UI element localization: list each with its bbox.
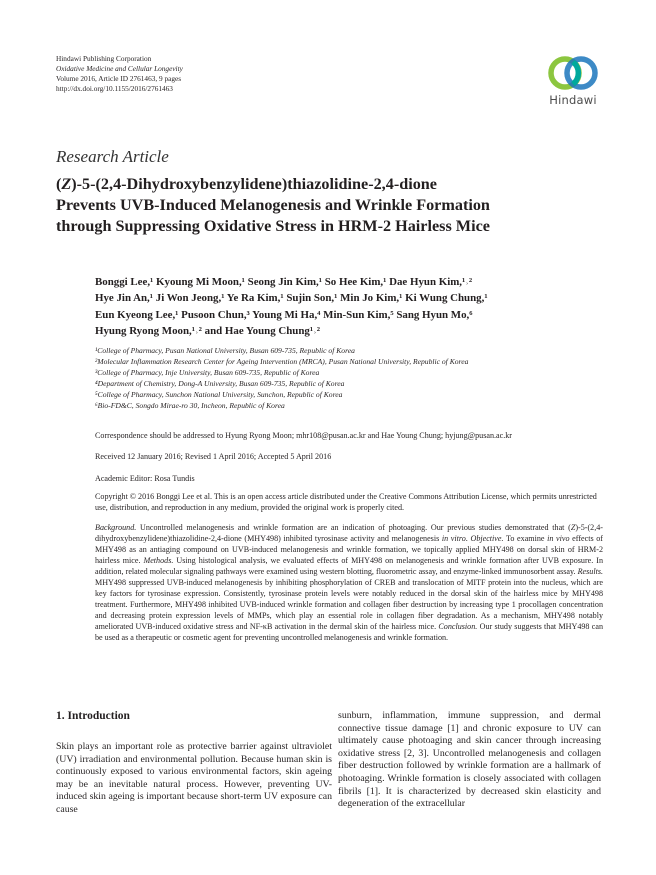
abstract-in-vitro: in vitro xyxy=(441,534,466,543)
abstract-background-label: Background. xyxy=(95,523,137,532)
title-line-1: (Z)-5-(2,4-Dihydroxybenzylidene)thiazolidine-2,4-dione xyxy=(56,175,437,193)
citation-link[interactable]: [2, 3] xyxy=(403,747,427,759)
body-column-right xyxy=(338,710,601,811)
abstract-methods-label: Methods. xyxy=(143,556,174,565)
abstract-in-vivo: in vivo xyxy=(547,534,570,543)
affiliation-item: ¹College of Pharmacy, Pusan National University, Busan 609-735, Republic of Korea xyxy=(95,346,355,355)
affiliation-item: ⁶Bio-FD&C, Songdo Mirae-ro 30, Incheon, Republic of Korea xyxy=(95,401,285,410)
affiliation-item: ⁵College of Pharmacy, Sunchon National University, Sunchon, Republic of Korea xyxy=(95,390,343,399)
abstract-text: To examine xyxy=(503,534,548,543)
author-line: Bonggi Lee,¹ Kyoung Mi Moon,¹ Seong Jin Kim,¹ So Hee Kim,¹ Dae Hyun Kim,¹˒² xyxy=(95,276,473,288)
abstract xyxy=(95,522,603,643)
abstract-text: . xyxy=(465,534,471,543)
abstract-text: MHY498 suppressed UVB-induced melanogenesis by inhibiting phosphorylation of CREB and translocation of MITF protein into the nucleus, which are key factors for tyrosinase expression. Consistently, tyrosinase protein levels were notably reduced in the dorsal skin of the hairless mice by MHY498 treatment. Furthermore, MHY498 inhibited UVB-induced wrinkle formation and collagen fiber destruction by increasing type 1 procollagen concentration and decreasing protein expression levels of MMPs, which play an essential role in collagen fiber degradation. As a mechanism, MHY498 notably ameliorated UVB-induced oxidative stress and NF-κB activation in the dermal skin of the hairless mice. xyxy=(95,578,603,631)
hindawi-logo xyxy=(540,54,606,114)
abstract-text: )-5-(2,4-dihydroxybenzylidene)thiazolidine-2,4-dione (MHY498) inhibited tyrosinase activity and melanogenesis xyxy=(95,523,603,543)
title-line-2: Prevents UVB-Induced Melanogenesis and Wrinkle Formation xyxy=(56,196,490,214)
title-z: Z xyxy=(61,175,72,193)
article-title xyxy=(56,174,616,237)
author-line: Hye Jin An,¹ Ji Won Jeong,¹ Ye Ra Kim,¹ Sujin Son,¹ Min Jo Kim,¹ Ki Wung Chung,¹ xyxy=(95,292,488,305)
abstract-conclusion-label: Conclusion. xyxy=(438,622,478,631)
journal-name: Oxidative Medicine and Cellular Longevity xyxy=(56,64,183,73)
publisher-name: Hindawi Publishing Corporation xyxy=(56,54,152,63)
journal-meta xyxy=(56,54,183,94)
abstract-text: Using histological analysis, we evaluated effects of MHY498 on melanogenesis and wrinkle formation after UVB exposure. In addition, related molecular signaling pathways were examined using western blotting, fluorometric assay, and enzyme-linked immunosorbent assay. xyxy=(95,556,604,576)
author-list xyxy=(95,274,615,339)
author-line: Hyung Ryong Moon,¹˒² and Hae Young Chung¹˒² xyxy=(95,324,320,337)
abstract-objective-label: Objective. xyxy=(470,534,504,543)
body-text: and chronic exposure to UV can ultimately cause photoaging and skin cancer through increasing oxidative stress xyxy=(338,722,601,759)
correspondence: Correspondence should be addressed to Hyung Ryong Moon; mhr108@pusan.ac.kr and Hae Young Chung; hyjung@pusan.ac.kr xyxy=(95,431,512,440)
academic-editor: Academic Editor: Rosa Tundis xyxy=(95,474,195,483)
section-heading-introduction: 1. Introduction xyxy=(56,710,130,722)
body-text: . It is characterized by decreased skin elasticity and degeneration of the extracellular xyxy=(338,785,601,810)
body-text: sunburn, inflammation, immune suppression, and dermal connective tissue damage xyxy=(338,710,601,734)
abstract-text: effects of MHY498 as an antiaging compound on UVB-induced melanogenesis and wrinkle formation, we topically applied MHY498 on dorsal skin of HRM-2 hairless mice. xyxy=(95,534,603,565)
copyright-notice: Copyright © 2016 Bonggi Lee et al. This is an open access article distributed under the Creative Commons Attribution License, which permits unrestricted use, distribution, and reproduction in any medium, provided the original work is properly cited. xyxy=(95,492,597,512)
author-line: Eun Kyeong Lee,¹ Pusoon Chun,³ Young Mi Ha,⁴ Min-Sun Kim,⁵ Sang Hyun Mo,⁶ xyxy=(95,308,473,321)
article-type: Research Article xyxy=(56,147,169,166)
logo-text: Hindawi xyxy=(549,93,597,107)
title-line-1-rest: -5-(2,4-Dihydroxybenzylidene)thiazolidine-2,4-dione xyxy=(76,175,437,193)
abstract-results-label: Results. xyxy=(577,567,603,576)
body-text: . Uncontrolled melanogenesis and collagen fiber destruction followed by wrinkle formation are a hallmark of photoaging. Wrinkle formation is closely associated with collagen fibrils xyxy=(338,747,601,797)
abstract-z: Z xyxy=(570,523,576,532)
citation-link[interactable]: [1] xyxy=(366,785,379,797)
article-dates: Received 12 January 2016; Revised 1 April 2016; Accepted 5 April 2016 xyxy=(95,452,332,461)
volume-info: Volume 2016, Article ID 2761463, 9 pages xyxy=(56,74,182,83)
doi-link[interactable]: http://dx.doi.org/10.1155/2016/2761463 xyxy=(56,84,173,93)
affiliation-item: ³College of Pharmacy, Inje University, Busan 609-735, Republic of Korea xyxy=(95,368,320,377)
affiliation-item: ⁴Department of Chemistry, Dong-A University, Busan 609-735, Republic of Korea xyxy=(95,379,345,388)
citation-link[interactable]: [1] xyxy=(447,722,459,734)
affiliation-item: ²Molecular Inflammation Research Center for Ageing Intervention (MRCA), Pusan National University, Republic of Korea xyxy=(95,357,469,366)
abstract-text: Uncontrolled melanogenesis and wrinkle formation are an indication of photoaging. Our previous studies demonstrated that ( xyxy=(136,523,571,532)
affiliation-list xyxy=(95,345,605,411)
hindawi-logo-icon xyxy=(540,54,606,94)
title-line-3: through Suppressing Oxidative Stress in HRM-2 Hairless Mice xyxy=(56,217,490,235)
body-column-left: Skin plays an important role as protective barrier against ultraviolet (UV) irradiation and environmental pollution. Because human skin is continuously exposed to various environmental factors, skin ageing may be an inevitable natural process. However, preventing UV-induced skin ageing is important because short-term UV exposure can cause xyxy=(56,741,332,815)
abstract-text: Our study suggests that MHY498 can be used as a therapeutic or cosmetic agent for preventing uncontrolled melanogenesis and wrinkle formation. xyxy=(95,622,603,642)
